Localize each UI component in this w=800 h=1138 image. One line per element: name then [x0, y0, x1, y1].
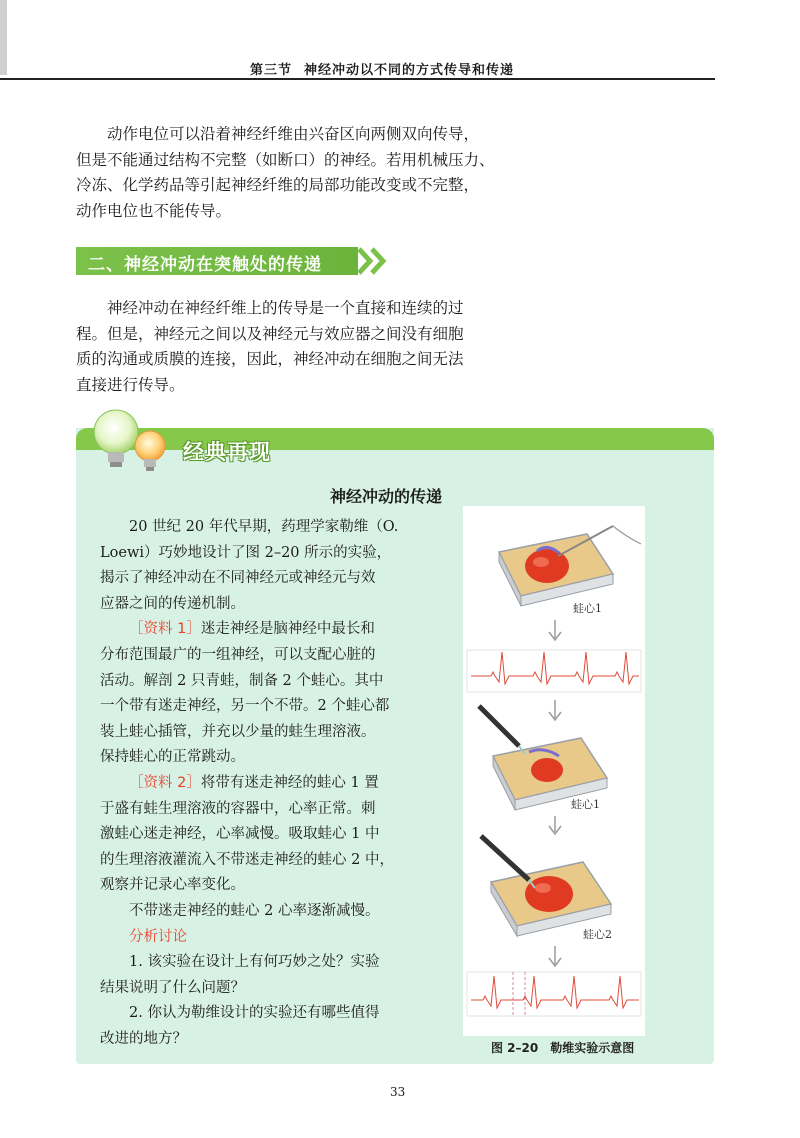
- text-line: 但是不能通过结构不完整（如断口）的神经。若用机械压力、: [76, 150, 495, 169]
- text-line: 于盛有蛙生理溶液的容器中，心率正常。刺: [100, 800, 376, 817]
- material-1-text: 迷走神经是脑神经中最长和: [200, 621, 375, 638]
- question-1: 1. 该实验在设计上有何巧妙之处？实验: [129, 954, 380, 971]
- material-2-text: 将带有迷走神经的蛙心 1 置: [200, 774, 379, 791]
- heart-label-2: 蛙心1: [571, 798, 600, 811]
- header-title: 神经冲动以不同的方式传导和传递: [304, 63, 515, 78]
- header-section: 第三节: [250, 63, 293, 78]
- text-line: 神经冲动在神经纤维上的传导是一个直接和连续的过: [107, 299, 464, 317]
- ecg-trace-1: [467, 650, 641, 692]
- question-2: 2. 你认为勒维设计的实验还有哪些值得: [129, 1005, 380, 1022]
- text-line: 装上蛙心插管，并充以少量的蛙生理溶液。: [100, 723, 376, 740]
- material-2-tag: ［资料 2］: [129, 774, 201, 791]
- text-line: 活动。解剖 2 只青蛙，制备 2 个蛙心。其中: [100, 672, 384, 689]
- text-line: 保持蛙心的正常跳动。: [100, 749, 245, 766]
- material-1-tag: ［资料 1］: [129, 621, 201, 638]
- double-chevron-icon: [356, 245, 390, 277]
- text-line: 20 世纪 20 年代早期，药理学家勒维（O.: [129, 519, 399, 535]
- section-heading-bar: [76, 247, 358, 275]
- text-line: 动作电位也不能传导。: [76, 201, 232, 220]
- figure-number: 图 2–20: [491, 1041, 539, 1055]
- section-heading: 二、神经冲动在突触处的传递: [88, 255, 322, 275]
- text-line: 程。但是，神经元之间以及神经元与效应器之间没有细胞: [76, 324, 464, 343]
- figure-caption: [491, 1039, 634, 1056]
- text-line: 观察并记录心率变化。: [100, 877, 245, 894]
- text-line: 动作电位可以沿着神经纤维由兴奋区向两侧双向传导，: [107, 125, 480, 143]
- text-line: 激蛙心迷走神经，心率减慢。吸取蛙心 1 中: [100, 826, 380, 843]
- text-line: 冷冻、化学药品等引起神经纤维的局部功能改变或不完整，: [76, 176, 480, 194]
- loewi-experiment-figure: [463, 506, 645, 1036]
- result-line: 不带迷走神经的蛙心 2 心率逐渐减慢。: [129, 902, 380, 919]
- box-title: 神经冲动的传递: [330, 487, 443, 506]
- material-1-line: [100, 617, 438, 643]
- text-line: Loewi）巧妙地设计了图 2–20 所示的实验，: [100, 544, 392, 561]
- figure-caption-text: 勒维实验示意图: [550, 1041, 635, 1055]
- text-line: 分布范围最广的一组神经，可以支配心脏的: [100, 646, 376, 663]
- text-line: 揭示了神经冲动在不同神经元或神经元与效: [100, 570, 376, 587]
- intro-paragraph: [76, 122, 501, 224]
- classic-box-label: 经典再现: [183, 440, 271, 464]
- box-body: [100, 515, 438, 1052]
- running-header: [250, 59, 670, 78]
- text-line: 的生理溶液灌流入不带迷走神经的蛙心 2 中，: [100, 851, 394, 868]
- ecg-trace-2: [467, 972, 641, 1016]
- question-2-cont: 改进的地方？: [100, 1030, 187, 1047]
- text-line: 应器之间的传递机制。: [100, 595, 245, 612]
- discussion-heading: 分析讨论: [129, 928, 187, 945]
- page-edge-strip: [0, 0, 7, 75]
- lightbulb-icon: [90, 406, 180, 476]
- material-2-line: [100, 771, 438, 797]
- text-line: 质的沟通或质膜的连接，因此，神经冲动在细胞之间无法: [76, 350, 464, 368]
- question-1-cont: 结果说明了什么问题？: [100, 979, 245, 996]
- header-rule: [0, 78, 715, 80]
- heart-label-1: 蛙心1: [573, 602, 602, 615]
- text-line: 直接进行传导。: [76, 375, 185, 394]
- heart-label-3: 蛙心2: [583, 928, 612, 941]
- page-number: 33: [390, 1085, 406, 1099]
- text-line: 一个带有迷走神经，另一个不带。2 个蛙心都: [100, 698, 390, 715]
- section-paragraph: [76, 296, 501, 398]
